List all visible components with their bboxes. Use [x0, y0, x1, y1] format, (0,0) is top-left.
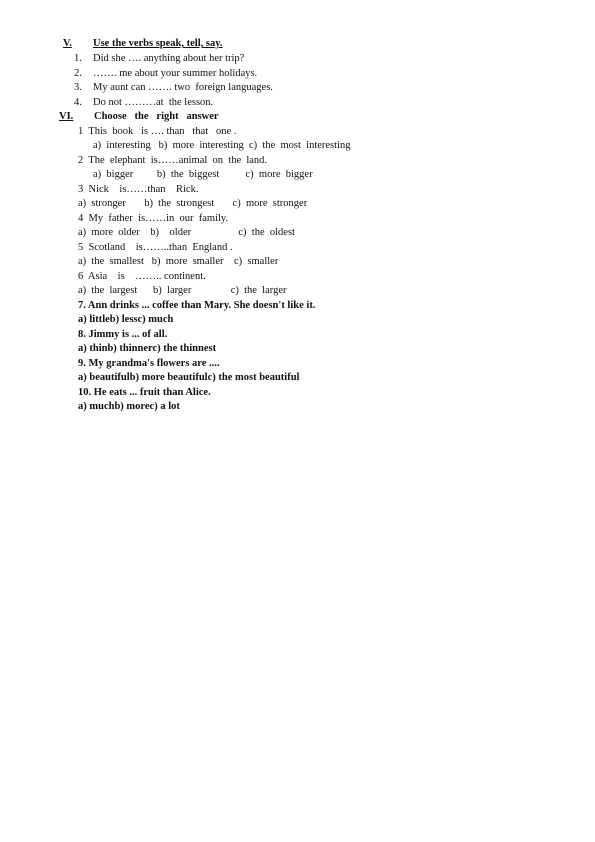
section-5-item-3-text: My aunt can ……. two foreign languages.	[93, 82, 273, 93]
question-8-options: a) thinb) thinnerc) the thinnest	[78, 343, 217, 354]
question-6-options: a) the largest b) larger c) the larger	[78, 285, 287, 296]
question-4-options: a) more older b) older c) the oldest	[78, 227, 295, 238]
question-10-options: a) muchb) morec) a lot	[78, 401, 180, 412]
section-5-item-2-number: 2.	[74, 68, 82, 79]
question-9-text: 9. My grandma's flowers are ....	[78, 358, 220, 369]
section-5-item-3-number: 3.	[74, 82, 82, 93]
section-5-number: V.	[63, 38, 72, 49]
question-2-options: a) bigger b) the biggest c) more bigger	[93, 169, 313, 180]
question-2-text: 2 The elephant is……animal on the land.	[78, 155, 268, 166]
section-5-item-2-text: ……. me about your summer holidays.	[93, 68, 258, 79]
question-7-text: 7. Ann drinks ... coffee than Mary. She doesn't like it.	[78, 300, 316, 311]
section-5-item-1-number: 1.	[74, 53, 82, 64]
section-6-title: Choose the right answer	[94, 111, 219, 122]
question-6-text: 6 Asia is …….. continent.	[78, 271, 206, 282]
question-10-text: 10. He eats ... fruit than Alice.	[78, 387, 211, 398]
question-4-text: 4 My father is……in our family.	[78, 213, 229, 224]
section-5-item-1-text: Did she …. anything about her trip?	[93, 53, 245, 64]
question-3-options: a) stronger b) the strongest c) more stronger	[78, 198, 308, 209]
section-5-item-4-text: Do not ………at the lesson.	[93, 97, 214, 108]
section-5-item-4-number: 4.	[74, 97, 82, 108]
question-7-options: a) littleb) lessc) much	[78, 314, 174, 325]
section-6-number: VI.	[59, 111, 74, 122]
question-9-options: a) beautifulb) more beautifulc) the most beautiful	[78, 372, 300, 383]
question-5-options: a) the smallest b) more smaller c) smaller	[78, 256, 279, 267]
question-3-text: 3 Nick is……than Rick.	[78, 184, 199, 195]
question-1-options: a) interesting b) more interesting c) the most interesting	[93, 140, 351, 151]
section-5-title: Use the verbs speak, tell, say.	[93, 38, 223, 49]
question-8-text: 8. Jimmy is ... of all.	[78, 329, 168, 340]
question-1-text: 1 This book is …. than that one .	[78, 126, 237, 137]
question-5-text: 5 Scotland is……..than England .	[78, 242, 233, 253]
